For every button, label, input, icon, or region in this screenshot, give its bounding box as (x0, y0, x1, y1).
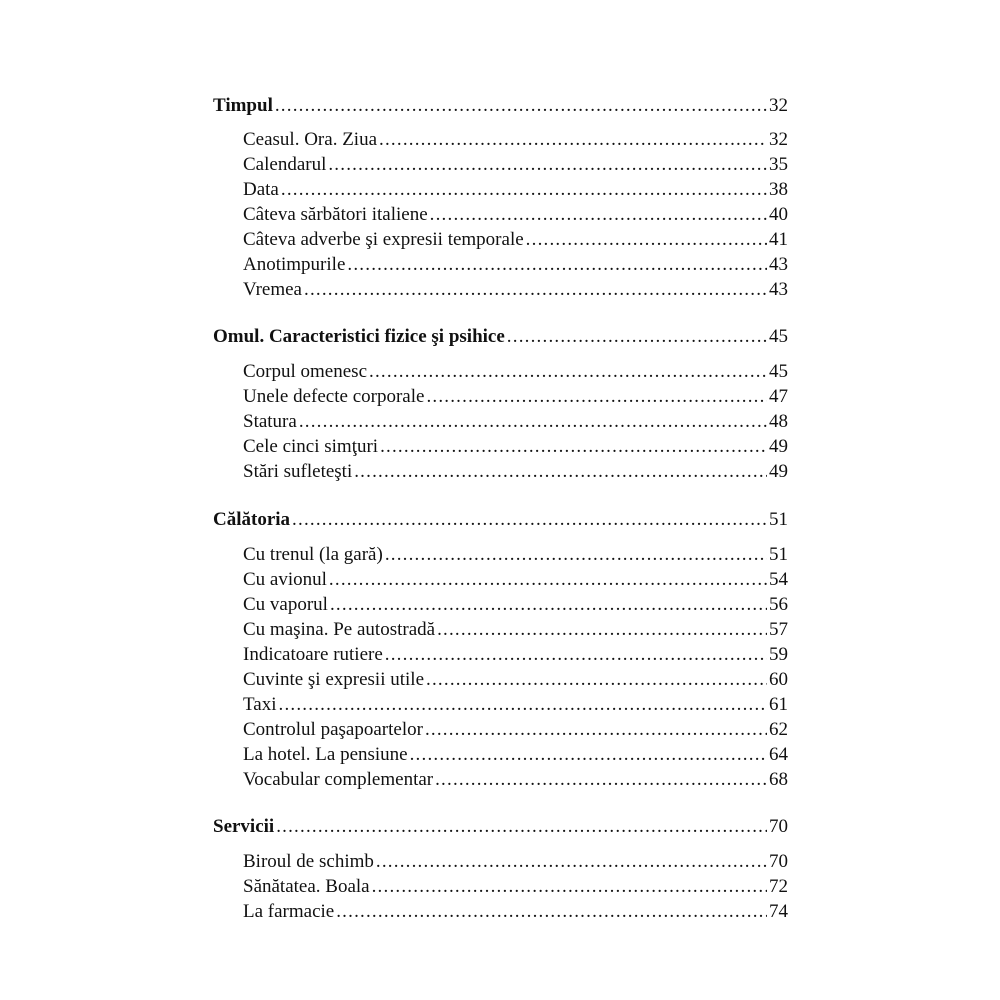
dot-leader (435, 769, 767, 791)
toc-entry (243, 617, 788, 641)
toc-entry (243, 717, 788, 741)
dot-leader (336, 901, 767, 923)
toc-entry (243, 127, 788, 151)
toc-entry (243, 742, 788, 766)
toc-section-heading (213, 507, 788, 531)
toc-entry (243, 542, 788, 566)
dot-leader (430, 204, 767, 226)
dot-leader (328, 154, 767, 176)
toc-section-title: Servicii (213, 816, 275, 837)
toc-page-number: 45 (769, 326, 788, 347)
toc-section-heading (213, 814, 788, 838)
toc-page-number: 74 (769, 901, 788, 922)
toc-entry-title: Unele defecte corporale (243, 386, 425, 407)
toc-entry (243, 227, 788, 251)
toc-page-number: 49 (769, 461, 788, 482)
toc-page-number: 57 (769, 619, 788, 640)
toc-entry-title: Indicatoare rutiere (243, 644, 383, 665)
toc-entry (243, 899, 788, 923)
toc-entry-title: Corpul omenesc (243, 361, 368, 382)
toc-entry-title: Vremea (243, 279, 302, 300)
toc-entry-title: Sănătatea. Boala (243, 876, 370, 897)
toc-entry (243, 849, 788, 873)
toc-page-number: 64 (769, 744, 788, 765)
dot-leader (276, 816, 767, 838)
dot-leader (279, 694, 768, 716)
toc-page-number: 59 (769, 644, 788, 665)
dot-leader (275, 95, 767, 117)
dot-leader (299, 411, 767, 433)
dot-leader (426, 386, 767, 408)
toc-page-number: 54 (769, 569, 788, 590)
toc-entry-title: La farmacie (243, 901, 335, 922)
toc-page-number: 48 (769, 411, 788, 432)
toc-page-number: 68 (769, 769, 788, 790)
toc-entry (243, 459, 788, 483)
dot-leader (426, 669, 767, 691)
toc-entry (243, 692, 788, 716)
toc-page-number: 47 (769, 386, 788, 407)
toc-page-number: 70 (769, 851, 788, 872)
toc-section-title: Călătoria (213, 509, 291, 530)
toc-entry-title: La hotel. La pensiune (243, 744, 408, 765)
toc-entry (243, 384, 788, 408)
toc-entry-title: Biroul de schimb (243, 851, 374, 872)
dot-leader (372, 876, 767, 898)
toc-page-number: 38 (769, 179, 788, 200)
toc-page-number: 32 (769, 129, 788, 150)
dot-leader (410, 744, 767, 766)
toc-entry (243, 667, 788, 691)
toc-entry (243, 152, 788, 176)
dot-leader (526, 229, 767, 251)
toc-page-number: 43 (769, 254, 788, 275)
toc-page-number: 45 (769, 361, 788, 382)
toc-entry (243, 767, 788, 791)
dot-leader (329, 569, 767, 591)
toc-entry (243, 177, 788, 201)
dot-leader (354, 461, 767, 483)
toc-page-number: 41 (769, 229, 788, 250)
toc-entry-title: Cu avionul (243, 569, 327, 590)
toc-entry-title: Stări sufleteşti (243, 461, 353, 482)
toc-page-number: 61 (769, 694, 788, 715)
dot-leader (385, 644, 767, 666)
toc-entry (243, 592, 788, 616)
toc-entry-title: Statura (243, 411, 297, 432)
toc-page-number: 32 (769, 95, 788, 116)
toc-page-number: 72 (769, 876, 788, 897)
toc-entry (243, 202, 788, 226)
toc-entry (243, 874, 788, 898)
toc-entry-title: Cele cinci simţuri (243, 436, 379, 457)
toc-entry (243, 642, 788, 666)
dot-leader (425, 719, 767, 741)
toc-page-number: 51 (769, 509, 788, 530)
dot-leader (330, 594, 767, 616)
toc-entry-title: Câteva sărbători italiene (243, 204, 428, 225)
dot-leader (304, 279, 767, 301)
toc-page-number: 35 (769, 154, 788, 175)
toc-page-number: 70 (769, 816, 788, 837)
dot-leader (369, 361, 767, 383)
toc-entry-title: Vocabular complementar (243, 769, 434, 790)
toc-entry-title: Cu trenul (la gară) (243, 544, 383, 565)
toc-entry (243, 252, 788, 276)
toc-entry-title: Cu maşina. Pe autostradă (243, 619, 436, 640)
toc-entry-title: Câteva adverbe şi expresii temporale (243, 229, 524, 250)
toc-entry-title: Cuvinte şi expresii utile (243, 669, 425, 690)
toc-page-number: 43 (769, 279, 788, 300)
toc-page-number: 49 (769, 436, 788, 457)
toc-section-title: Omul. Caracteristici fizice şi psihice (213, 326, 505, 347)
dot-leader (347, 254, 767, 276)
dot-leader (292, 509, 767, 531)
toc-entry-title: Calendarul (243, 154, 327, 175)
toc-entry-title: Ceasul. Ora. Ziua (243, 129, 378, 150)
toc-section-heading (213, 324, 788, 348)
toc-entry-title: Cu vaporul (243, 594, 328, 615)
dot-leader (281, 179, 767, 201)
toc-page-number: 60 (769, 669, 788, 690)
toc-entry (243, 434, 788, 458)
toc-section-heading (213, 93, 788, 117)
dot-leader (376, 851, 767, 873)
toc-page-number: 40 (769, 204, 788, 225)
toc-section-title: Timpul (213, 95, 273, 116)
dot-leader (385, 544, 767, 566)
toc-page-number: 51 (769, 544, 788, 565)
toc-page-number: 62 (769, 719, 788, 740)
toc-entry-title: Data (243, 179, 279, 200)
toc-entry-title: Taxi (243, 694, 277, 715)
toc-entry (243, 409, 788, 433)
toc-entry-title: Anotimpurile (243, 254, 346, 275)
toc-entry (243, 359, 788, 383)
dot-leader (380, 436, 767, 458)
toc-page-number: 56 (769, 594, 788, 615)
dot-leader (437, 619, 767, 641)
toc-entry (243, 277, 788, 301)
toc-entry (243, 567, 788, 591)
dot-leader (379, 129, 767, 151)
dot-leader (507, 326, 767, 348)
toc-entry-title: Controlul paşapoartelor (243, 719, 423, 740)
